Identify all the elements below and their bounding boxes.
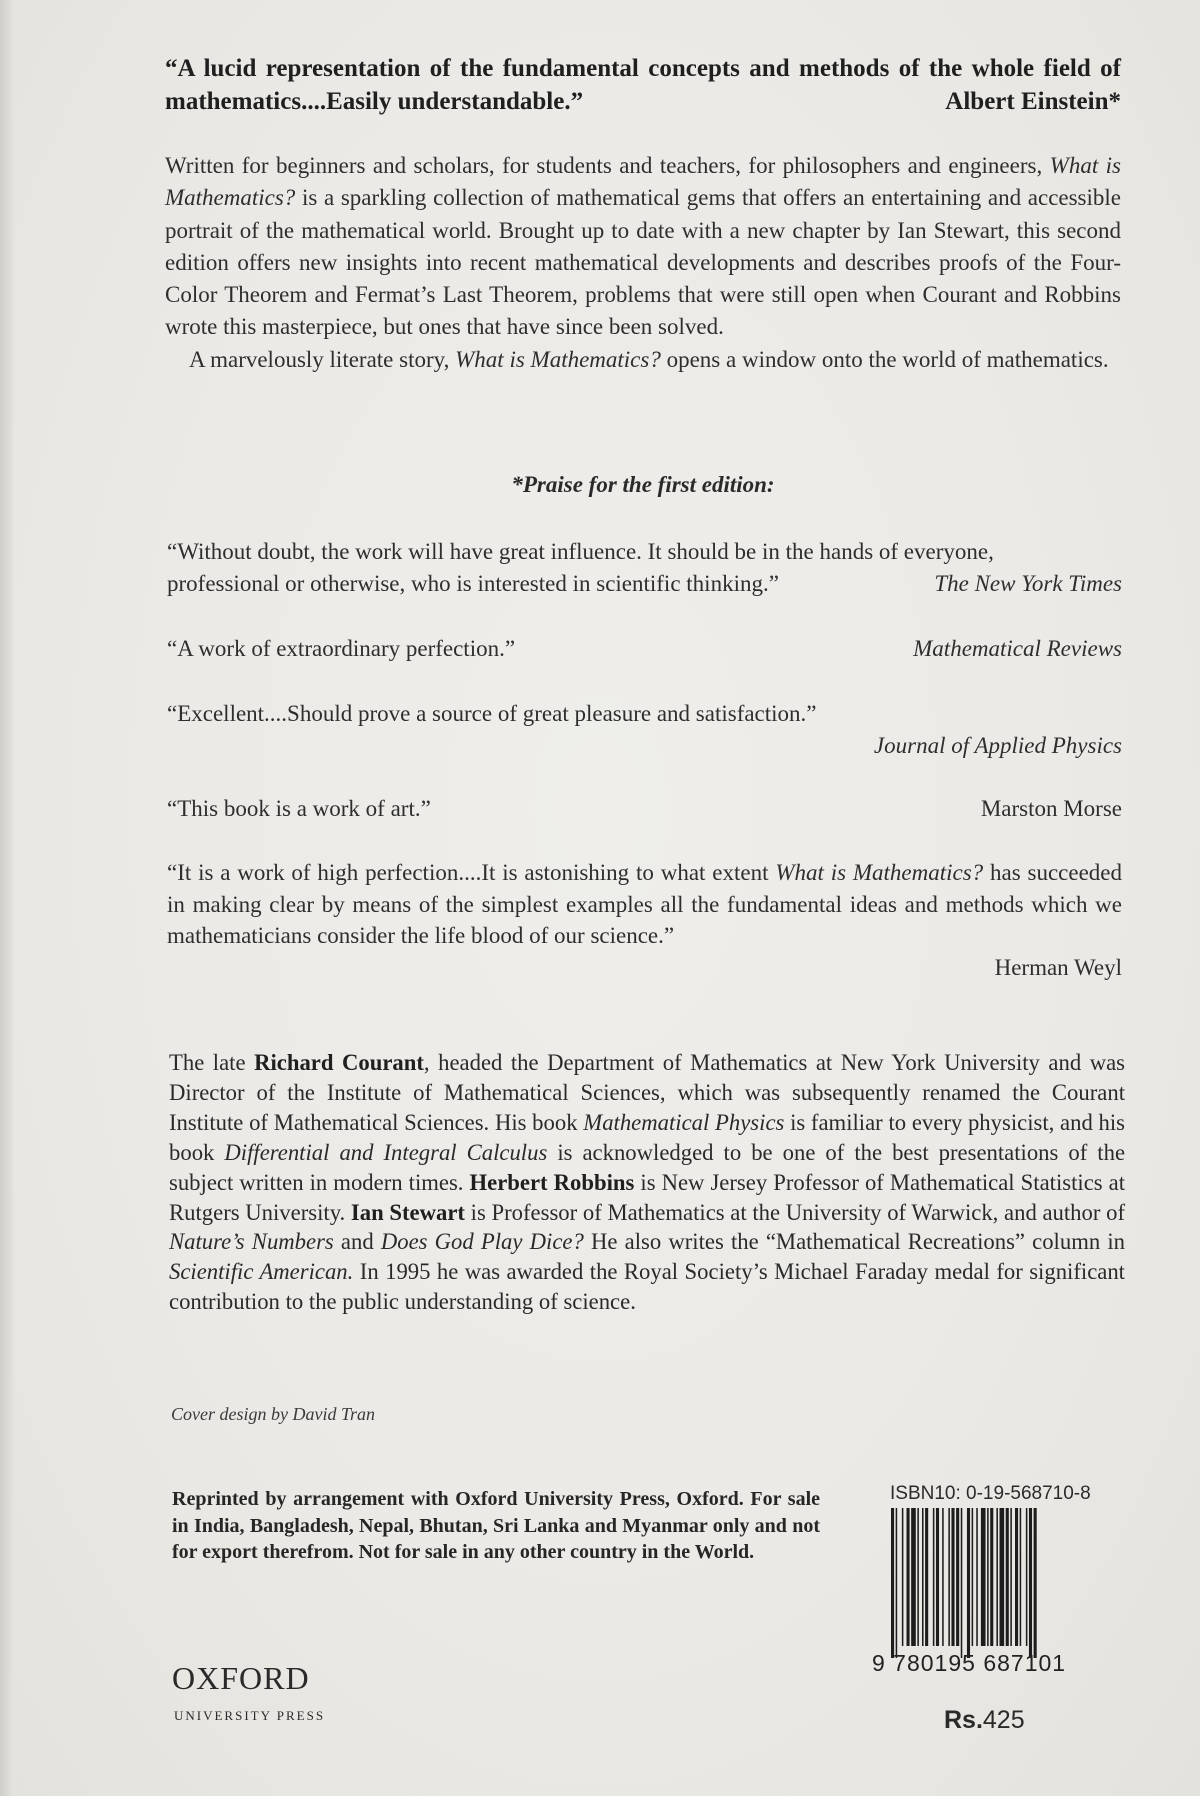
quote-text: “Excellent....Should prove a source of great pleasure and satisfaction.” [167, 701, 817, 726]
quote-text: “Without doubt, the work will have great influence. It should be in the hands of everyone, [167, 539, 994, 564]
bio-text: He also writes the “Mathematical Recreations” column in [583, 1229, 1126, 1255]
isbn-label: ISBN10: 0-19-568710-8 [890, 1483, 1091, 1504]
book-title: Does God Play Dice? [380, 1229, 584, 1255]
blurb-paragraph-2 [165, 344, 1121, 376]
bio-text: is acknowledged to be one of the best presentations of the subject written in modern times. [169, 1139, 1126, 1195]
bio-text: , headed the Department of Mathematics at New York University and was Director of the Institute of Mathematical Sciences, which was subsequently renamed the Courant Institute of Mathematical Sciences. His book [169, 1050, 1125, 1135]
praise-heading: *Praise for the first edition: [511, 472, 775, 497]
author-stewart: Ian Stewart [350, 1199, 465, 1225]
quote-math-reviews [167, 633, 1122, 665]
cover-design-credit: Cover design by David Tran [171, 1404, 375, 1424]
quote-text: professional or otherwise, who is interested in scientific thinking.” [167, 571, 779, 596]
magazine-title: Scientific American. [169, 1259, 354, 1285]
blurb-text: Written for beginners and scholars, for students and teachers, for philosophers and engineers, [165, 153, 1050, 178]
book-title: What is Mathematics? [165, 153, 1122, 211]
author-bio [169, 1048, 1125, 1317]
bio-text: In 1995 he was awarded the Royal Society’s Michael Faraday medal for significant contribution to the public understanding of science. [169, 1259, 1125, 1315]
book-title: Differential and Integral Calculus [224, 1139, 548, 1165]
blurb-text: is a sparkling collection of mathematical gems that offers an entertaining and accessible portrait of the mathematical world. Brought up to date with a new chapter by Ian Stewart, this second edition offers new insights into recent mathematical developments and describes proofs of the Four-Color Theorem and Fermat’s Last Theorem, problems that were still open when Courant and Robbins wrote this masterpiece, but ones that have since been solved. [165, 185, 1121, 340]
quote-text: “This book is a work of art.” [167, 796, 431, 821]
quote-nyt [167, 536, 1122, 600]
publisher-subtitle: UNIVERSITY PRESS [174, 1708, 326, 1723]
quote-morse [167, 793, 1122, 825]
blurb-text: A marvelously literate story, [189, 346, 456, 372]
barcode-icon [891, 1508, 1096, 1658]
price-label: Rs. [944, 1706, 983, 1734]
quote-text: has succeeded in making clear by means of the simplest examples all the fundamental ideas and methods which we mathematicians consider the life blood of our science.” [167, 860, 1123, 948]
quote-text: “It is a work of high perfection....It is astonishing to what extent [167, 860, 776, 885]
book-blurb [165, 150, 1121, 376]
quote-source: Marston Morse [980, 796, 1122, 821]
bio-text: The late [169, 1050, 255, 1075]
quote-text: “A work of extraordinary perfection.” [167, 636, 516, 661]
book-title: What is Mathematics? [775, 860, 984, 885]
author-courant: Richard Courant [254, 1050, 424, 1075]
reprint-notice: Reprinted by arrangement with Oxford University Press, Oxford. For sale in India, Bangladesh, Nepal, Bhutan, Sri Lanka and Myanmar only and not for export therefrom. Not for sale in any other country in the World. [172, 1488, 820, 1563]
author-robbins: Herbert Robbins [469, 1169, 635, 1195]
bio-text: is Professor of Mathematics at the University of Warwick, and author of [465, 1199, 1126, 1225]
book-title: Nature’s Numbers [169, 1229, 334, 1255]
publisher-logo: OXFORD [172, 1660, 310, 1696]
quote-source: Mathematical Reviews [913, 636, 1122, 661]
quote-weyl [167, 857, 1122, 983]
bio-text: and [333, 1229, 381, 1255]
bio-text: is New Jersey Professor of Mathematical Statistics at Rutgers University. [169, 1169, 1126, 1225]
book-title: Mathematical Physics [583, 1109, 785, 1135]
blurb-text: opens a window onto the world of mathematics. [660, 346, 1109, 372]
page-edge [0, 0, 14, 1796]
bio-text: is familiar to every physicist, and his book [169, 1109, 1125, 1165]
einstein-tagline [165, 52, 1121, 118]
barcode-number: 9 780195 687101 [872, 1650, 1067, 1676]
book-title: What is Mathematics? [455, 346, 661, 372]
tagline-attribution: Albert Einstein* [945, 88, 1121, 115]
quote-source: Herman Weyl [994, 954, 1122, 980]
quote-applied-physics [167, 698, 1122, 762]
price-value: 425 [982, 1706, 1025, 1734]
quote-source: Journal of Applied Physics [873, 733, 1122, 758]
price-tag [944, 1706, 1025, 1735]
tagline-text: “A lucid representation of the fundamental concepts and methods of the whole field of mathematics....Easily understandable.” [165, 55, 1121, 115]
quote-source: The New York Times [934, 571, 1122, 596]
blurb-paragraph-1 [165, 150, 1121, 344]
